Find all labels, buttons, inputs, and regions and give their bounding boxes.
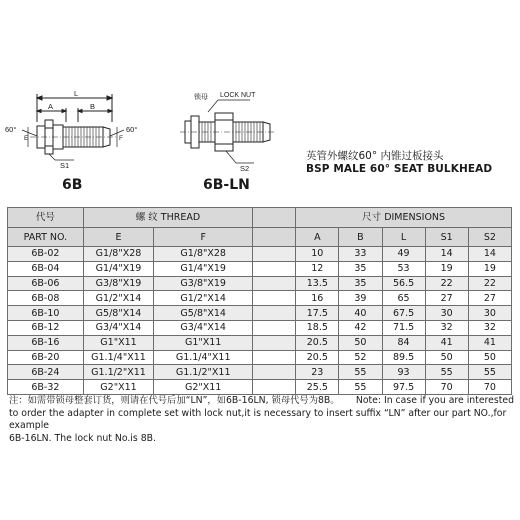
cell-thread-e: G1/8"X28 xyxy=(83,247,153,262)
cell-spacer xyxy=(253,350,296,365)
cell-spacer xyxy=(253,247,296,262)
cell-b: 35 xyxy=(339,276,382,291)
cell-thread-f: G5/8"X14 xyxy=(154,306,253,321)
cell-thread-e: G5/8"X14 xyxy=(83,306,153,321)
cell-l: 93 xyxy=(382,365,425,380)
cell-part-no: 6B-08 xyxy=(8,291,84,306)
header-part-no-en: PART NO. xyxy=(8,228,84,247)
cell-spacer xyxy=(253,320,296,335)
angle-right-label: 60° xyxy=(126,125,138,134)
product-title-cn: 英管外螺纹60° 内锥过板接头 xyxy=(306,150,444,162)
header-blank xyxy=(253,208,296,228)
drawing-6b xyxy=(22,94,124,160)
angle-left-label: 60° xyxy=(5,125,17,134)
order-note xyxy=(9,395,514,445)
cell-thread-e: G1/4"X19 xyxy=(83,261,153,276)
cell-l: 49 xyxy=(382,247,425,262)
cell-s2: 30 xyxy=(468,306,511,321)
cell-part-no: 6B-32 xyxy=(8,380,84,395)
cell-thread-f: G1/8"X28 xyxy=(154,247,253,262)
note-cn: 注：如需带锁母整套订货，则请在代号后加“LN”，如6B-16LN, 锁母代号为8B。 xyxy=(9,395,340,406)
table-body xyxy=(8,247,512,395)
table-row xyxy=(8,276,512,291)
drawing-6b-ln xyxy=(180,100,276,163)
cell-a: 13.5 xyxy=(296,276,339,291)
cell-l: 65 xyxy=(382,291,425,306)
cell-l: 89.5 xyxy=(382,350,425,365)
header-dimensions: 尺寸 DIMENSIONS xyxy=(296,208,512,228)
cell-s1: 32 xyxy=(425,320,468,335)
cell-a: 16 xyxy=(296,291,339,306)
cell-s1: 27 xyxy=(425,291,468,306)
dim-a-label: A xyxy=(48,102,54,111)
cell-l: 84 xyxy=(382,335,425,350)
cell-s2: 19 xyxy=(468,261,511,276)
header-col-l: L xyxy=(382,228,425,247)
cell-spacer xyxy=(253,335,296,350)
cell-thread-f: G1.1/4"X11 xyxy=(154,350,253,365)
cell-a: 12 xyxy=(296,261,339,276)
cell-s2: 70 xyxy=(468,380,511,395)
cell-s2: 27 xyxy=(468,291,511,306)
cell-b: 35 xyxy=(339,261,382,276)
cell-thread-f: G1"X11 xyxy=(154,335,253,350)
cell-b: 52 xyxy=(339,350,382,365)
cell-part-no: 6B-12 xyxy=(8,320,84,335)
header-part-no-cn: 代号 xyxy=(8,208,84,228)
cell-a: 18.5 xyxy=(296,320,339,335)
cell-thread-f: G3/4"X14 xyxy=(154,320,253,335)
cell-spacer xyxy=(253,261,296,276)
s2-label: S2 xyxy=(240,164,250,173)
cell-l: 97.5 xyxy=(382,380,425,395)
cell-s1: 14 xyxy=(425,247,468,262)
cell-b: 39 xyxy=(339,291,382,306)
cell-s1: 22 xyxy=(425,276,468,291)
cell-a: 17.5 xyxy=(296,306,339,321)
header-col-e: E xyxy=(83,228,153,247)
cell-b: 50 xyxy=(339,335,382,350)
cell-s1: 50 xyxy=(425,350,468,365)
cell-spacer xyxy=(253,380,296,395)
cell-thread-f: G3/8"X19 xyxy=(154,276,253,291)
cell-thread-e: G1/2"X14 xyxy=(83,291,153,306)
technical-drawings xyxy=(0,70,520,200)
header-col-spacer xyxy=(253,228,296,247)
table-row xyxy=(8,306,512,321)
cell-a: 20.5 xyxy=(296,350,339,365)
cell-a: 25.5 xyxy=(296,380,339,395)
cell-s1: 70 xyxy=(425,380,468,395)
table-row xyxy=(8,291,512,306)
cell-s2: 50 xyxy=(468,350,511,365)
cell-thread-e: G3/8"X19 xyxy=(83,276,153,291)
note-en-line3: 6B-16LN. The lock nut No.is 8B. xyxy=(9,432,156,444)
cell-s1: 55 xyxy=(425,365,468,380)
table-row xyxy=(8,365,512,380)
table-row xyxy=(8,320,512,335)
cell-b: 55 xyxy=(339,380,382,395)
cell-s2: 22 xyxy=(468,276,511,291)
cell-s2: 41 xyxy=(468,335,511,350)
header-col-a: A xyxy=(296,228,339,247)
cell-s2: 14 xyxy=(468,247,511,262)
cell-s1: 30 xyxy=(425,306,468,321)
dim-l-label: L xyxy=(74,89,79,98)
cell-a: 23 xyxy=(296,365,339,380)
cell-b: 55 xyxy=(339,365,382,380)
lock-nut-en-label: LOCK NUT xyxy=(220,92,256,99)
header-col-f: F xyxy=(154,228,253,247)
note-en-line2: to order the adapter in complete set with lock nut,it is necessary to insert suffix “LN” after our part NO.,for example xyxy=(9,407,507,431)
cell-part-no: 6B-20 xyxy=(8,350,84,365)
table-row xyxy=(8,247,512,262)
cell-thread-f: G2"X11 xyxy=(154,380,253,395)
cell-b: 40 xyxy=(339,306,382,321)
note-en-start: Note: In case if you are interested xyxy=(355,395,514,406)
table-row xyxy=(8,350,512,365)
cell-l: 53 xyxy=(382,261,425,276)
cell-part-no: 6B-24 xyxy=(8,365,84,380)
cell-a: 10 xyxy=(296,247,339,262)
cell-s1: 41 xyxy=(425,335,468,350)
table-row xyxy=(8,335,512,350)
header-thread: 螺 纹 THREAD xyxy=(83,208,252,228)
cell-thread-e: G3/4"X14 xyxy=(83,320,153,335)
cell-thread-e: G1.1/2"X11 xyxy=(83,365,153,380)
s1-label: S1 xyxy=(60,161,70,170)
cell-b: 33 xyxy=(339,247,382,262)
figure-label-6b: 6B xyxy=(62,177,83,193)
cell-thread-f: G1.1/2"X11 xyxy=(154,365,253,380)
cell-s2: 32 xyxy=(468,320,511,335)
cell-l: 67.5 xyxy=(382,306,425,321)
cell-s1: 19 xyxy=(425,261,468,276)
cell-a: 20.5 xyxy=(296,335,339,350)
cell-l: 56.5 xyxy=(382,276,425,291)
product-title-en: BSP MALE 60° SEAT BULKHEAD xyxy=(306,163,493,175)
lock-nut-cn-label: 锁母 xyxy=(194,94,208,101)
dim-b-label: B xyxy=(90,102,96,111)
cell-spacer xyxy=(253,291,296,306)
dimensions-table xyxy=(7,207,512,395)
table-row xyxy=(8,380,512,395)
figure-label-6b-ln: 6B-LN xyxy=(203,177,250,193)
thread-f-label: F xyxy=(119,135,123,142)
cell-l: 71.5 xyxy=(382,320,425,335)
thread-e-label: E xyxy=(24,135,29,142)
header-col-b: B xyxy=(339,228,382,247)
cell-thread-e: G1.1/4"X11 xyxy=(83,350,153,365)
cell-thread-e: G2"X11 xyxy=(83,380,153,395)
cell-b: 42 xyxy=(339,320,382,335)
cell-spacer xyxy=(253,306,296,321)
cell-spacer xyxy=(253,276,296,291)
cell-part-no: 6B-04 xyxy=(8,261,84,276)
cell-thread-f: G1/2"X14 xyxy=(154,291,253,306)
header-col-s2: S2 xyxy=(468,228,511,247)
cell-part-no: 6B-06 xyxy=(8,276,84,291)
table-row xyxy=(8,261,512,276)
cell-part-no: 6B-02 xyxy=(8,247,84,262)
header-col-s1: S1 xyxy=(425,228,468,247)
cell-thread-e: G1"X11 xyxy=(83,335,153,350)
cell-spacer xyxy=(253,365,296,380)
cell-part-no: 6B-10 xyxy=(8,306,84,321)
cell-thread-f: G1/4"X19 xyxy=(154,261,253,276)
cell-s2: 55 xyxy=(468,365,511,380)
cell-part-no: 6B-16 xyxy=(8,335,84,350)
